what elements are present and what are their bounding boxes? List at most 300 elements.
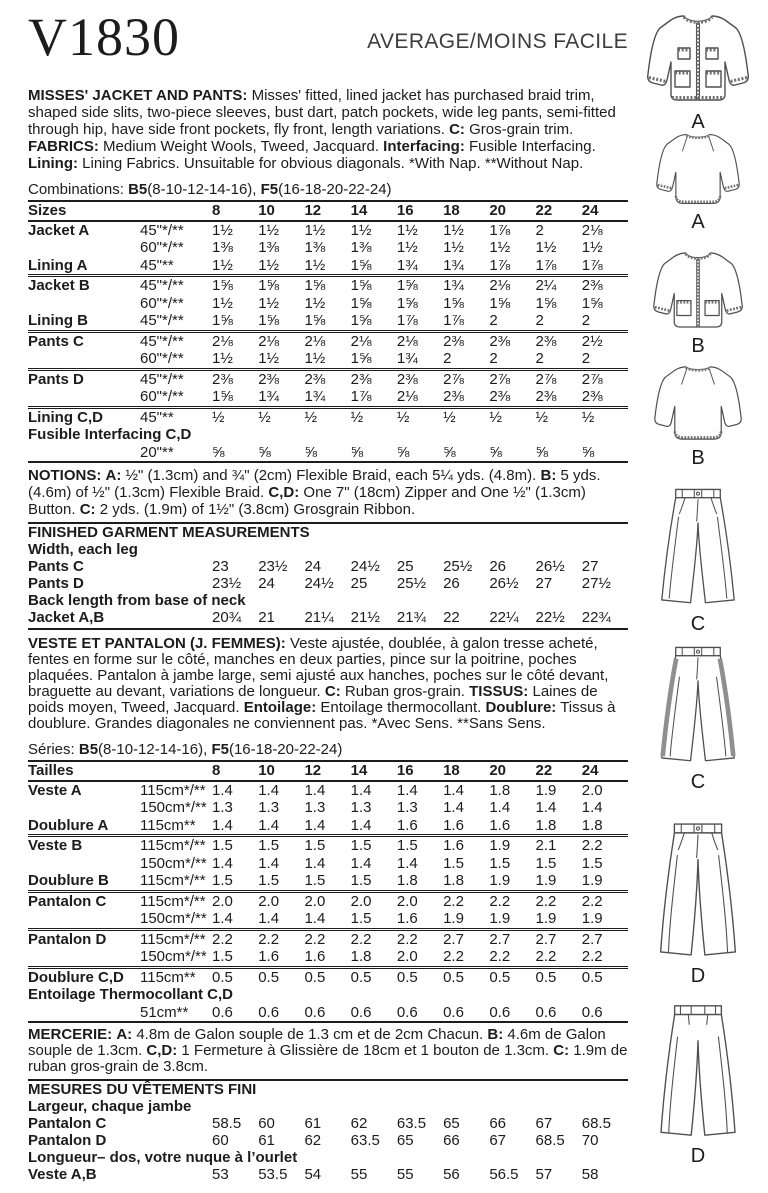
value-cell: 2.0 [304, 891, 350, 910]
value-cell: ⅝ [304, 443, 317, 461]
yardage-width: 45"*/** [140, 369, 212, 388]
row-section-label: Width, each leg [28, 541, 138, 558]
value-cell: 1⅝ [304, 276, 350, 295]
value-cell: 0.6 [443, 1003, 464, 1021]
value-cell: ⅝ [258, 443, 271, 461]
value-cell: 70 [581, 1132, 599, 1149]
value-cell: 2.7 [536, 929, 582, 948]
row-label: Pants D [28, 575, 84, 592]
row-label: Jacket B [28, 276, 140, 295]
value-cell: 26 [489, 558, 506, 575]
value-cell: 61 [258, 1132, 275, 1149]
value-cell: 22¾ [581, 609, 611, 626]
value-cell: 2 [443, 350, 452, 368]
value-cell: 2 [535, 312, 544, 330]
table-row [28, 312, 628, 331]
value-cell: 58 [581, 1166, 599, 1183]
value-cell: 1⅞ [443, 312, 464, 330]
value-cell: 1.5 [581, 854, 603, 872]
value-cell: 0.6 [350, 1003, 372, 1021]
value-cell: 1.4 [350, 816, 372, 834]
value-cell: 1½ [350, 221, 372, 239]
value-cell: 0.5 [397, 967, 443, 986]
value-cell: 2.2 [536, 891, 582, 910]
value-cell: 1.4 [396, 854, 418, 872]
yardage-width: 20"** [140, 443, 174, 461]
value-cell: 1.5 [350, 872, 372, 890]
yardage-width [140, 558, 212, 575]
value-cell: 1⅝ [351, 276, 397, 295]
table-row [28, 948, 628, 967]
size-header: 22 [536, 201, 582, 221]
value-cell: 2.2 [443, 948, 464, 966]
value-cell: 1.4 [489, 799, 511, 817]
value-cell: 24 [304, 558, 322, 575]
size-header: 10 [258, 761, 304, 781]
value-cell: 56.5 [489, 1166, 519, 1183]
value-cell: 2.2 [581, 948, 603, 966]
value-cell: 1.5 [304, 836, 350, 855]
value-cell: ⅝ [489, 443, 502, 461]
value-cell: ½ [582, 407, 628, 426]
yardage-width: 45"*/** [140, 331, 212, 350]
size-header: 8 [212, 201, 258, 221]
value-cell: 1.6 [304, 948, 326, 966]
row-section-label: Longueur– dos, votre nuque à l’ourlet [28, 1149, 298, 1166]
combinations-line: Combinations: B5(8-10-12-14-16), F5(16-18-20-22-24) [28, 181, 392, 198]
value-cell: 68.5 [535, 1132, 565, 1149]
value-cell: 23 [212, 558, 229, 575]
value-cell: 1.5 [351, 836, 397, 855]
value-cell: 2½ [582, 331, 628, 350]
value-cell: 2 [535, 350, 544, 368]
value-cell: 2 [535, 221, 544, 239]
jacket-b-back-illustration [646, 360, 750, 446]
row-label [28, 388, 140, 407]
finished-measurements-title-fr: MESURES DU VÊTEMENTS FINI [28, 1081, 257, 1098]
table-row [28, 1098, 628, 1115]
value-cell: 58.5 [212, 1115, 242, 1132]
finished-measurements-french [28, 1079, 628, 1185]
value-cell: 25½ [443, 558, 473, 575]
value-cell: 21½ [350, 609, 380, 626]
value-cell: 24 [258, 575, 275, 592]
value-cell: 1½ [258, 221, 280, 239]
value-cell: 0.5 [443, 967, 489, 986]
size-row-title: Tailles [28, 761, 140, 781]
table-row [28, 1166, 628, 1183]
figure-label: B [691, 335, 705, 357]
value-cell: ½ [397, 407, 443, 426]
value-cell: 0.5 [536, 967, 582, 986]
size-header: 16 [397, 201, 443, 221]
value-cell: 0.5 [582, 967, 628, 986]
value-cell: ⅝ [396, 443, 410, 461]
value-cell: 22 [443, 609, 460, 626]
value-cell: 23½ [258, 558, 288, 575]
size-header: 8 [212, 761, 258, 781]
value-cell: 1½ [304, 221, 326, 239]
value-cell: ½ [536, 407, 582, 426]
table-row [28, 1115, 628, 1132]
figure-jacket-a-back [632, 128, 764, 233]
value-cell: 1½ [304, 294, 326, 312]
value-cell: 62 [350, 1115, 368, 1132]
value-cell: 25 [396, 558, 414, 575]
table-row [28, 426, 628, 444]
table-row [28, 221, 628, 240]
row-label: Doublure C,D [28, 967, 140, 986]
row-label: Lining C,D [28, 407, 140, 426]
table-row [28, 855, 628, 873]
value-cell: 67 [535, 1115, 553, 1132]
table-row [28, 929, 628, 948]
value-cell: 1.4 [350, 781, 372, 799]
value-cell: 2.2 [535, 948, 557, 966]
value-cell: 55 [350, 1166, 368, 1183]
value-cell: 1⅞ [535, 256, 557, 274]
value-cell: 2⅞ [536, 369, 582, 388]
yardage-width: 150cm*/** [140, 910, 207, 928]
main-column [28, 0, 628, 1185]
value-cell: 61 [304, 1115, 322, 1132]
size-header: 14 [351, 201, 397, 221]
value-cell: 1¾ [443, 276, 489, 295]
value-cell: 1½ [304, 256, 326, 274]
value-cell: 2.2 [489, 948, 511, 966]
value-cell: 21¼ [304, 609, 334, 626]
row-label [28, 1004, 140, 1023]
value-cell: 66 [489, 1115, 506, 1132]
figure-label: C [690, 613, 706, 635]
value-cell: 2.2 [582, 891, 628, 910]
value-cell: 1.4 [212, 854, 233, 872]
yardage-width: 45"*/** [140, 276, 212, 295]
value-cell: 1⅜ [304, 239, 326, 257]
value-cell: 1½ [258, 256, 280, 274]
figure-label: A [691, 211, 705, 233]
value-cell: 1⅝ [489, 294, 511, 312]
row-label: Pants C [28, 558, 84, 575]
value-cell: 1⅞ [489, 221, 511, 239]
value-cell: 1.4 [304, 816, 326, 834]
value-cell: 1⅝ [350, 256, 372, 274]
size-header: 10 [258, 201, 304, 221]
value-cell: 1.3 [304, 799, 326, 817]
value-cell: 1¾ [396, 350, 418, 368]
value-cell: 1.5 [212, 836, 258, 855]
row-section-label: Entoilage Thermocollant C,D [28, 986, 234, 1004]
value-cell: 2⅛ [397, 331, 443, 350]
measurement-table [28, 200, 628, 463]
value-cell: 1.9 [535, 910, 557, 928]
measurement-table [28, 760, 628, 1023]
yardage-width: 115cm*/** [140, 781, 206, 799]
row-label [28, 799, 140, 817]
value-cell: 1½ [396, 221, 418, 239]
yardage-width: 45"** [140, 407, 212, 426]
value-cell: 1.4 [535, 799, 557, 817]
jacket-b-front-illustration [645, 246, 751, 334]
value-cell: 0.5 [489, 967, 535, 986]
value-cell: 2⅜ [304, 369, 350, 388]
value-cell: 2⅞ [443, 369, 489, 388]
value-cell: 24½ [350, 558, 380, 575]
value-cell: 1.3 [396, 799, 418, 817]
description-french: VESTE ET PANTALON (J. FEMMES): Veste ajustée, doublée, à galon tresse acheté, fentes en forme sur le côté, manches en deux parties, pince sur la poitrine, poches plaquées. Pantalon à jambe large, semi ajusté aux hanches, poches sur le côté devant, braguette au devant, variations de longueur. C: Ruban gros-grain. TISSUS: Laines de poids moyen, Tweed, Jacquard. Entoilage: Entoilage thermocollant. Doublure: Tissus à doublure. Grandes diagonales ne conviennent pas. *Avec Sens. **Sans Sens. [28, 635, 616, 732]
yardage-width [140, 1132, 212, 1149]
value-cell: 1.5 [258, 872, 280, 890]
value-cell: 1⅝ [258, 276, 304, 295]
spacer-cell [140, 201, 212, 221]
size-row-title: Sizes [28, 201, 140, 221]
row-label: Doublure B [28, 872, 109, 890]
size-header: 22 [536, 761, 582, 781]
value-cell: 1½ [258, 294, 280, 312]
figure-pants-c-front [632, 482, 764, 635]
value-cell: 22¼ [489, 609, 519, 626]
value-cell: 1.3 [350, 799, 372, 817]
value-cell: 2.7 [489, 929, 535, 948]
table-row [28, 592, 628, 609]
value-cell: 65 [396, 1132, 414, 1149]
value-cell: 1.9 [489, 910, 511, 928]
value-cell: 2.0 [581, 781, 603, 799]
value-cell: ⅝ [350, 443, 364, 461]
yardage-width [140, 575, 212, 592]
value-cell: ½ [443, 407, 489, 426]
value-cell: 2⅜ [351, 369, 397, 388]
size-header: 12 [304, 201, 350, 221]
value-cell: 27 [535, 575, 553, 592]
figure-pants-d-back [632, 998, 764, 1167]
yardage-width: 60"*/** [140, 350, 184, 368]
table-row [28, 388, 628, 407]
yardage-table-imperial [28, 200, 628, 463]
row-label [28, 295, 140, 313]
table-row [28, 799, 628, 817]
size-header: 16 [397, 761, 443, 781]
yardage-width: 51cm** [140, 1003, 189, 1021]
figure-pants-d-front [632, 816, 764, 987]
value-cell: 1½ [443, 221, 464, 239]
value-cell: 1.8 [489, 781, 511, 799]
value-cell: 1⅞ [581, 256, 603, 274]
value-cell: 1⅝ [350, 294, 372, 312]
value-cell: 2⅜ [212, 369, 258, 388]
value-cell: 1⅝ [350, 312, 372, 330]
value-cell: 1.3 [212, 799, 233, 817]
measurement-table [28, 541, 628, 626]
row-label: Pantalon D [28, 1132, 107, 1149]
table-row [28, 609, 628, 626]
yardage-width: 45"*/** [140, 312, 184, 330]
row-label: Pants D [28, 369, 140, 388]
yardage-width: 115cm*/** [140, 836, 212, 855]
jacket-a-front-illustration [638, 6, 758, 110]
value-cell: 1.5 [489, 854, 511, 872]
value-cell: 2⅜ [581, 388, 603, 406]
yardage-width [140, 1166, 212, 1183]
value-cell: 1½ [535, 239, 557, 257]
size-header: 18 [443, 201, 489, 221]
value-cell: 2.0 [258, 891, 304, 910]
figure-label: C [690, 771, 706, 793]
table-row [28, 781, 628, 800]
value-cell: 1⅜ [258, 239, 280, 257]
pattern-number: V1830 [28, 7, 180, 67]
value-cell: 1.6 [258, 948, 280, 966]
value-cell: ⅝ [581, 443, 595, 461]
value-cell: 1.9 [535, 781, 557, 799]
row-label [28, 910, 140, 929]
value-cell: 0.6 [258, 1003, 280, 1021]
table-row [28, 986, 628, 1004]
table-row [28, 276, 628, 295]
value-cell: 2⅛ [304, 331, 350, 350]
value-cell: 56 [443, 1166, 460, 1183]
value-cell: 26 [443, 575, 460, 592]
size-header: 20 [489, 201, 535, 221]
difficulty-rating: AVERAGE/MOINS FACILE [367, 30, 628, 53]
value-cell: 1.8 [581, 816, 603, 834]
yardage-width [140, 609, 212, 626]
table-row [28, 872, 628, 891]
row-label: Pantalon D [28, 929, 140, 948]
value-cell: 1¾ [258, 388, 280, 406]
table-row [28, 1149, 628, 1166]
yardage-width: 150cm*/** [140, 799, 207, 817]
value-cell: 1⅝ [212, 388, 233, 406]
value-cell: 1.5 [212, 948, 233, 966]
value-cell: 1.4 [581, 799, 603, 817]
row-section-label: Back length from base of neck [28, 592, 246, 609]
table-row [28, 350, 628, 369]
value-cell: 1.5 [535, 854, 557, 872]
value-cell: 2.2 [258, 929, 304, 948]
value-cell: 22½ [535, 609, 565, 626]
yardage-width: 115cm*/** [140, 891, 212, 910]
value-cell: 1.9 [535, 872, 557, 890]
row-label: Veste B [28, 836, 140, 855]
value-cell: 24½ [304, 575, 334, 592]
value-cell: 60 [258, 1115, 275, 1132]
row-section-label: Fusible Interfacing C,D [28, 426, 192, 444]
value-cell: 2.7 [582, 929, 628, 948]
value-cell: 1.6 [396, 816, 418, 834]
table-row [28, 836, 628, 855]
row-label: Lining B [28, 312, 88, 330]
value-cell: 1⅞ [396, 312, 418, 330]
finished-measurements-table-en [28, 541, 628, 626]
value-cell: 26½ [535, 558, 565, 575]
value-cell: 2.0 [396, 948, 418, 966]
value-cell: 0.6 [489, 1003, 511, 1021]
yardage-width: 45"*/** [140, 221, 184, 239]
value-cell: 2⅜ [489, 331, 535, 350]
row-label: Jacket A,B [28, 609, 105, 626]
value-cell: 66 [443, 1132, 460, 1149]
value-cell: 1.8 [535, 816, 557, 834]
pants-c-front-illustration [642, 482, 754, 612]
value-cell: 2⅛ [351, 331, 397, 350]
value-cell: 1.3 [258, 799, 280, 817]
value-cell: 1½ [396, 239, 418, 257]
value-cell: 2.2 [397, 929, 443, 948]
spacer-cell [140, 761, 212, 781]
value-cell: 2⅛ [396, 388, 418, 406]
notions-paragraph: NOTIONS: A: ½" (1.3cm) and ¾" (2cm) Flexible Braid, each 5¼ yds. (4.8m). B: 5 yds. (4.6m) of ½" (1.3cm) Flexible Braid. C,D: One 7" (18cm) Zipper and One ½" (1.3cm) Button. C: 2 yds. (1.9m) of 1½" (3.8cm) Grosgrain Ribbon. [28, 467, 601, 518]
table-row [28, 967, 628, 986]
value-cell: 1.5 [304, 872, 326, 890]
figure-jacket-a-front [632, 6, 764, 133]
value-cell: 2⅛ [212, 331, 258, 350]
value-cell: 1.8 [396, 872, 418, 890]
table-row [28, 331, 628, 350]
value-cell: 53 [212, 1166, 229, 1183]
value-cell: ⅝ [212, 443, 225, 461]
value-cell: 2⅜ [258, 369, 304, 388]
value-cell: 2⅜ [536, 331, 582, 350]
value-cell: 2⅜ [582, 276, 628, 295]
value-cell: 0.5 [304, 967, 350, 986]
value-cell: 1⅝ [535, 294, 557, 312]
value-cell: ⅝ [443, 443, 456, 461]
value-cell: 1½ [258, 350, 280, 368]
value-cell: 2⅞ [582, 369, 628, 388]
table-row [28, 891, 628, 910]
value-cell: 0.5 [212, 967, 258, 986]
value-cell: 2.2 [489, 891, 535, 910]
value-cell: 2.2 [582, 836, 628, 855]
value-cell: 1.6 [396, 910, 418, 928]
value-cell: 2⅛ [258, 331, 304, 350]
value-cell: 1⅝ [581, 294, 603, 312]
value-cell: 62 [304, 1132, 322, 1149]
measurement-table [28, 1098, 628, 1183]
value-cell: 2⅛ [581, 221, 603, 239]
value-cell: 1⅞ [350, 388, 372, 406]
value-cell: 1½ [212, 256, 233, 274]
value-cell: 2⅛ [489, 276, 535, 295]
yardage-width: 115cm*/** [140, 929, 212, 948]
value-cell: 1⅝ [212, 312, 233, 330]
row-label: Lining A [28, 256, 88, 274]
value-cell: 2.0 [397, 891, 443, 910]
series-line: Séries: B5(8-10-12-14-16), F5(16-18-20-22-24) [28, 741, 343, 758]
finished-measurements-english [28, 522, 628, 630]
table-row [28, 1132, 628, 1149]
value-cell: 1¾ [443, 256, 464, 274]
value-cell: 0.6 [396, 1003, 418, 1021]
value-cell: 1¾ [304, 388, 326, 406]
value-cell: 2⅜ [489, 388, 511, 406]
row-label: Jacket A [28, 221, 90, 239]
value-cell: 2.1 [536, 836, 582, 855]
row-label [28, 855, 140, 873]
value-cell: ½ [304, 407, 350, 426]
finished-measurements-table-fr [28, 1098, 628, 1183]
value-cell: 1⅜ [350, 239, 372, 257]
table-row [28, 239, 628, 257]
value-cell: 1½ [212, 350, 233, 368]
value-cell: 1½ [212, 221, 233, 239]
value-cell: 63.5 [396, 1115, 427, 1132]
value-cell: 1.4 [258, 816, 280, 834]
figure-label: D [690, 965, 706, 987]
value-cell: 67 [489, 1132, 506, 1149]
value-cell: 1.4 [258, 854, 280, 872]
